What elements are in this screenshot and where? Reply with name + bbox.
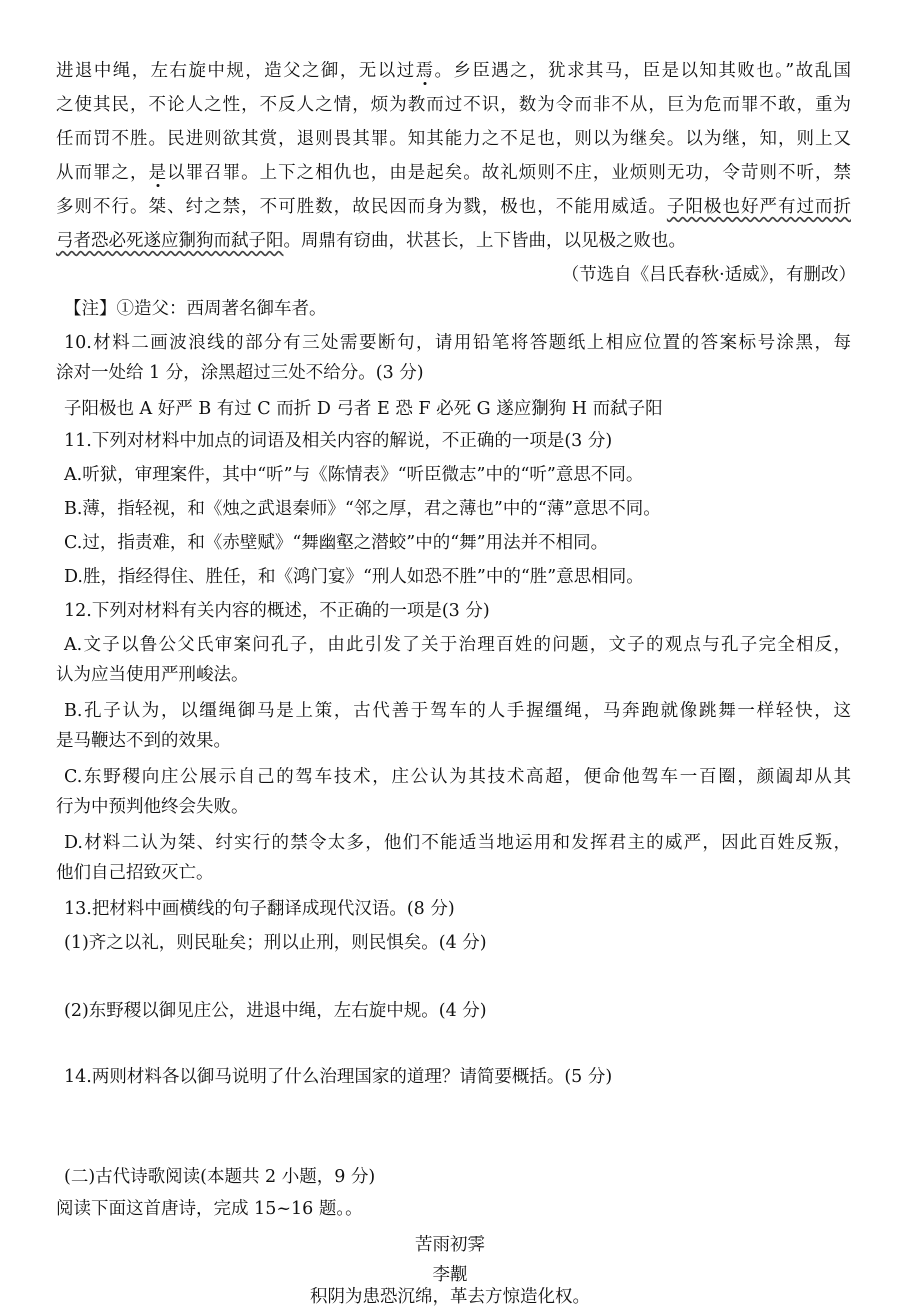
- section-heading: (二)古代诗歌阅读(本题共 2 小题，9 分): [64, 1167, 376, 1187]
- q12-option-c-line-2: 行为中预判他终会失败。: [56, 797, 249, 817]
- q11-option-a: A.听狱，审理案件，其中“听”与《陈情表》“听臣微志”中的“听”意思不同。: [64, 465, 644, 485]
- poem-title: 苦雨初霁: [415, 1235, 485, 1255]
- passage-line-5: 多则不行。桀、纣之禁，不可胜数，故民因而身为戮，极也，不能用威适。子阳极也好严有过而折: [56, 197, 851, 217]
- q12-option-d-line-1: D.材料二认为桀、纣实行的禁令太多，他们不能适当地运用和发挥君主的威严，因此百姓反叛，: [64, 833, 851, 853]
- passage-line-1: 进退中绳，左右旋中规，造父之御，无以过焉。乡臣遇之，犹求其马，臣是以知其败也。”故乱国: [56, 61, 852, 81]
- q11-option-c: C.过，指责难，和《赤壁赋》“舞幽壑之潜蛟”中的“舞”用法并不相同。: [64, 533, 609, 553]
- q12-option-b-line-2: 是马鞭达不到的效果。: [56, 731, 231, 751]
- q13-stem: 13.把材料中画横线的句子翻译成现代汉语。(8 分): [64, 899, 455, 919]
- q14-stem: 14.两则材料各以御马说明了什么治理国家的道理？请简要概括。(5 分): [64, 1067, 613, 1087]
- q11-option-d: D.胜，指经得住、胜任，和《鸿门宴》“刑人如恐不胜”中的“胜”意思相同。: [64, 567, 644, 587]
- q12-option-a-line-2: 认为应当使用严刑峻法。: [56, 665, 249, 685]
- passage-line-2: 之使其民，不论人之性，不反人之情，烦为教而过不识，数为令而非不从，巨为危而罪不敢，重为: [56, 95, 851, 115]
- q12-option-d-line-2: 他们自己招致灭亡。: [56, 863, 214, 883]
- poem-author: 李觏: [432, 1265, 468, 1285]
- wavy-underline-text: 子阳极也好严有过而折: [666, 197, 851, 217]
- q11-option-b: B.薄，指轻视，和《烛之武退秦师》“邻之厚，君之薄也”中的“薄”意思不同。: [64, 499, 661, 519]
- q10-options: 子阳极也 A 好严 B 有过 C 而折 D 弓者 E 恐 F 必死 G 遂应猘狗 H 而弑子阳: [64, 399, 663, 419]
- section-intro: 阅读下面这首唐诗，完成 15~16 题。。: [56, 1199, 363, 1219]
- passage-line-3: 任而罚不胜。民进则欲其赏，退则畏其罪。知其能力之不足也，则以为继矣。以为继，知，则上又: [56, 129, 851, 149]
- dotted-word: 是: [148, 163, 168, 183]
- passage-line-4: 从而罪之，是以罪召罪。上下之相仇也，由是起矣。故礼烦则不庄，业烦则无功，令苛则不听，禁: [56, 163, 852, 183]
- passage-source: （节选自《吕氏春秋·适威》，有删改）: [561, 265, 856, 285]
- q12-stem: 12.下列对材料有关内容的概述，不正确的一项是(3 分): [64, 601, 490, 621]
- dotted-word: 焉: [415, 61, 435, 81]
- wavy-underline-text: 弓者恐必死遂应猘狗而弑子阳: [56, 231, 284, 251]
- q13-sentence-2: (2)东野稷以御见庄公，进退中绳，左右旋中规。(4 分): [64, 1001, 487, 1021]
- q10-stem-line-1: 10.材料二画波浪线的部分有三处需要断句，请用铅笔将答题纸上相应位置的答案标号涂黑，每: [64, 333, 851, 353]
- q11-stem: 11.下列对材料中加点的词语及相关内容的解说，不正确的一项是(3 分): [64, 431, 613, 451]
- q12-option-b-line-1: B.孔子认为，以缰绳御马是上策，古代善于驾车的人手握缰绳，马奔跑就像跳舞一样轻快，这: [64, 701, 851, 721]
- passage-note: 【注】①造父：西周著名御车者。: [64, 299, 327, 319]
- poem-line-1: 积阴为患恐沉绵，革去方惊造化权。: [310, 1287, 590, 1307]
- passage-line-6: 弓者恐必死遂应猘狗而弑子阳。周鼎有窃曲，状甚长，上下皆曲，以见极之败也。: [56, 231, 686, 251]
- q13-sentence-1: (1)齐之以礼，则民耻矣；刑以止刑，则民惧矣。(4 分): [64, 933, 487, 953]
- q12-option-c-line-1: C.东野稷向庄公展示自己的驾车技术，庄公认为其技术高超，便命他驾车一百圈，颜阖却从其: [64, 767, 851, 787]
- q10-stem-line-2: 涂对一处给 1 分，涂黑超过三处不给分。(3 分): [56, 363, 424, 383]
- q12-option-a-line-1: A.文子以鲁公父氏审案问孔子，由此引发了关于治理百姓的问题，文子的观点与孔子完全相反，: [64, 635, 851, 655]
